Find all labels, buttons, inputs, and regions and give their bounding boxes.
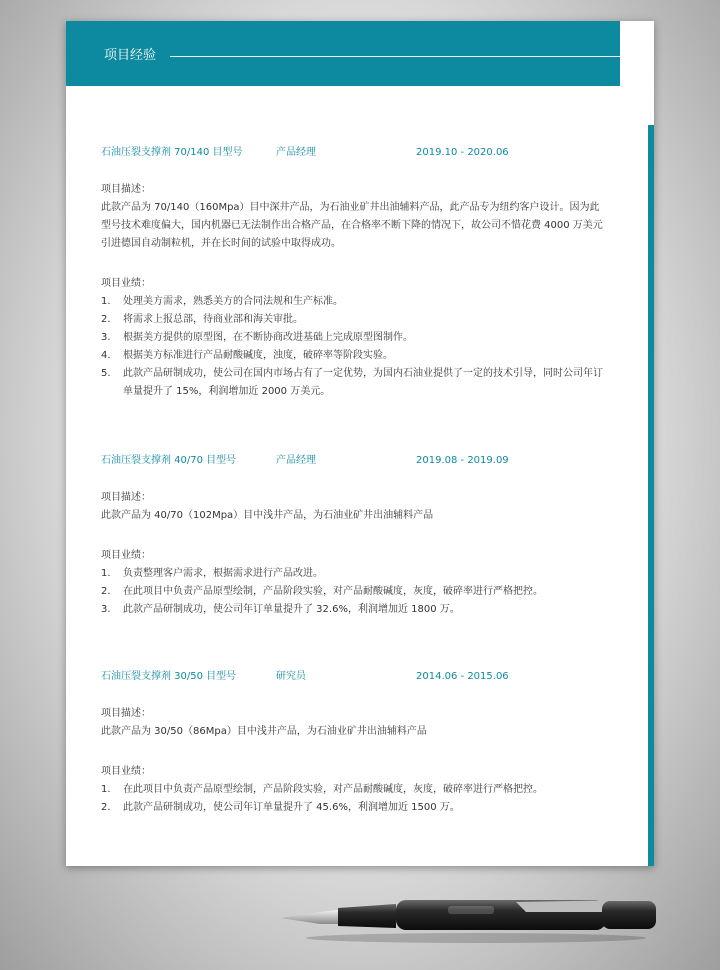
project-role: 产品经理 <box>276 147 316 158</box>
project-date: 2014.06 - 2015.06 <box>416 671 509 682</box>
section-title: 项目经验 <box>104 48 157 63</box>
list-item-text: 在此项目中负责产品原型绘制，产品阶段实验，对产品耐酸碱度，灰度，破碎率进行严格把控。 <box>123 586 543 597</box>
project-entry <box>101 669 621 817</box>
accent-side-bar <box>648 125 654 866</box>
list-number: 1. <box>101 296 111 307</box>
project-name: 石油压裂支撑剂 40/70 目型号 <box>101 455 237 466</box>
achievements-label: 项目业绩： <box>101 766 151 777</box>
resume-page <box>66 21 654 866</box>
list-number: 2. <box>101 314 111 325</box>
section-header <box>66 21 620 86</box>
description-line: 此款产品为 70/140（160Mpa）目中深井产品，为石油业矿井出油辅料产品，此产品专为纽约客户设计。因为此 <box>101 202 600 213</box>
list-number: 5. <box>101 368 111 379</box>
list-item-text: 在此项目中负责产品原型绘制，产品阶段实验，对产品耐酸碱度，灰度，破碎率进行严格把控。 <box>123 784 543 795</box>
list-item-text: 根据美方提供的原型图，在不断协商改进基础上完成原型图制作。 <box>123 332 413 343</box>
list-item <box>101 365 621 383</box>
achievements-label: 项目业绩： <box>101 278 151 289</box>
list-item <box>101 565 621 583</box>
description-line: 此款产品为 30/50（86Mpa）目中浅井产品，为石油业矿井出油辅料产品 <box>101 726 427 737</box>
list-item <box>101 329 621 347</box>
list-number: 3. <box>101 332 111 343</box>
description-line: 型号技术难度偏大，国内机器已无法制作出合格产品，在合格率不断下降的情况下，故公司不惜花费 4000 万美元 <box>101 220 603 231</box>
list-item-text: 此款产品研制成功，使公司年订单量提升了 32.6%，利润增加近 1800 万。 <box>123 604 460 615</box>
description-label: 项目描述： <box>101 184 151 195</box>
list-number: 4. <box>101 350 111 361</box>
list-item <box>101 799 621 817</box>
header-divider <box>170 56 620 57</box>
description-label: 项目描述： <box>101 492 151 503</box>
list-item-text: 此款产品研制成功，使公司在国内市场占有了一定优势，为国内石油业提供了一定的技术引导，同时公司年订 <box>123 368 603 379</box>
achievements-label: 项目业绩： <box>101 550 151 561</box>
project-role: 研究员 <box>276 671 306 682</box>
list-item-text: 处理美方需求，熟悉美方的合同法规和生产标准。 <box>123 296 343 307</box>
list-number: 2. <box>101 802 111 813</box>
description-label: 项目描述： <box>101 708 151 719</box>
project-role: 产品经理 <box>276 455 316 466</box>
list-item-text: 根据美方标准进行产品耐酸碱度，浊度，破碎率等阶段实验。 <box>123 350 393 361</box>
list-item <box>101 583 621 601</box>
project-header <box>101 669 621 685</box>
project-date: 2019.08 - 2019.09 <box>416 455 509 466</box>
fountain-pen-icon <box>276 890 660 946</box>
achievements-list <box>101 565 621 619</box>
list-item-text: 负责整理客户需求，根据需求进行产品改进。 <box>123 568 323 579</box>
project-header <box>101 145 621 161</box>
list-item <box>101 311 621 329</box>
list-number: 1. <box>101 784 111 795</box>
list-number: 3. <box>101 604 111 615</box>
project-name: 石油压裂支撑剂 70/140 目型号 <box>101 147 243 158</box>
description-line: 引进德国自动制粒机，并在长时间的试验中取得成功。 <box>101 238 341 249</box>
list-item <box>101 383 621 401</box>
project-name: 石油压裂支撑剂 30/50 目型号 <box>101 671 237 682</box>
list-number: 1. <box>101 568 111 579</box>
project-entry <box>101 145 621 401</box>
achievements-list <box>101 293 621 401</box>
list-item <box>101 781 621 799</box>
description-line: 此款产品为 40/70（102Mpa）目中浅井产品，为石油业矿井出油辅料产品 <box>101 510 434 521</box>
list-item-text: 将需求上报总部，待商业部和海关审批。 <box>123 314 303 325</box>
list-item-text: 此款产品研制成功，使公司年订单量提升了 45.6%，利润增加近 1500 万。 <box>123 802 460 813</box>
project-date: 2019.10 - 2020.06 <box>416 147 509 158</box>
project-entry <box>101 453 621 619</box>
project-header <box>101 453 621 469</box>
list-item <box>101 347 621 365</box>
list-item-text: 单量提升了 15%，利润增加近 2000 万美元。 <box>123 386 331 397</box>
list-item <box>101 293 621 311</box>
list-item <box>101 601 621 619</box>
achievements-list <box>101 781 621 817</box>
list-number: 2. <box>101 586 111 597</box>
